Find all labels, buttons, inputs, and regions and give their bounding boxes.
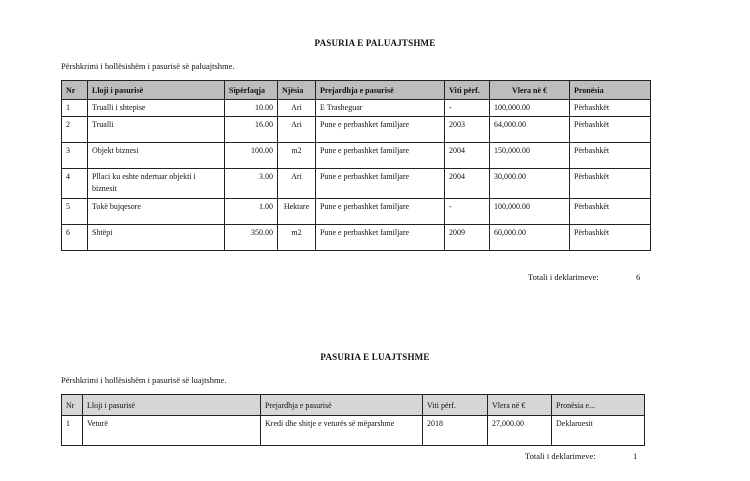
cell-unit: Ari: [278, 169, 316, 199]
cell-year: -: [445, 100, 490, 117]
cell-ownership: Përbashkët: [570, 117, 651, 143]
cell-area: 1.00: [225, 199, 278, 225]
cell-origin: Pune e perbashket familjare: [316, 117, 445, 143]
cell-type: Trualli: [88, 117, 225, 143]
table-row: [62, 416, 645, 446]
col-header-ownership: Pronësia: [570, 81, 651, 100]
cell-type: Pllaci ku eshte ndertuar objekti i biznesit: [88, 169, 225, 199]
col-header-ownership: Pronësia e...: [552, 395, 645, 416]
total-value: 1: [633, 451, 638, 461]
cell-year: -: [445, 199, 490, 225]
table-row: [62, 100, 651, 117]
table-footer-rule: [62, 251, 651, 255]
col-header-type: Lloji i pasurisë: [83, 395, 261, 416]
col-header-value: Vlera në €: [490, 81, 570, 100]
col-header-year: Viti përf.: [445, 81, 490, 100]
cell-type: Trualli i shtepise: [88, 100, 225, 117]
cell-value: 64,000.00: [490, 117, 570, 143]
cell-nr: 1: [62, 416, 83, 446]
cell-nr: 1: [62, 100, 88, 117]
cell-area: 100.00: [225, 143, 278, 169]
cell-value: 100,000.00: [490, 100, 570, 117]
col-header-area: Sipërfaqja: [225, 81, 278, 100]
cell-ownership: Përbashkët: [570, 225, 651, 251]
cell-nr: 6: [62, 225, 88, 251]
total-value: 6: [636, 272, 641, 282]
immovable-header-row: [62, 81, 651, 100]
cell-type: Veturë: [83, 416, 261, 446]
cell-value: 100,000.00: [490, 199, 570, 225]
cell-ownership: Përbashkët: [570, 199, 651, 225]
cell-ownership: Përbashkët: [570, 143, 651, 169]
movable-table: [61, 394, 645, 449]
movable-total: [525, 451, 638, 461]
cell-value: 27,000.00: [488, 416, 552, 446]
cell-origin: Pune e perbashket familjare: [316, 199, 445, 225]
table-footer-rule: [62, 446, 645, 450]
cell-area: 16.00: [225, 117, 278, 143]
cell-origin: E Trasheguar: [316, 100, 445, 117]
col-header-unit: Njësia: [278, 81, 316, 100]
col-header-type: Lloji i pasurisë: [88, 81, 225, 100]
col-header-nr: Nr: [62, 81, 88, 100]
cell-type: Shtëpi: [88, 225, 225, 251]
cell-type: Tokë bujqesore: [88, 199, 225, 225]
table-row: [62, 143, 651, 169]
table-row: [62, 169, 651, 199]
immovable-description: Përshkrimi i hollësishëm i pasurisë së paluajtshme.: [61, 61, 235, 71]
cell-value: 60,000.00: [490, 225, 570, 251]
movable-heading: PASURIA E LUAJTSHME: [320, 352, 430, 362]
cell-origin: Kredi dhe shitje e veturës së mëparshme: [261, 416, 423, 446]
col-header-origin: Prejardhja e pasurisë: [316, 81, 445, 100]
immovable-total: [528, 272, 641, 282]
cell-value: 150,000.00: [490, 143, 570, 169]
immovable-table: [61, 80, 651, 254]
cell-year: 2009: [445, 225, 490, 251]
cell-ownership: Deklaruesit: [552, 416, 645, 446]
cell-ownership: Përbashkët: [570, 169, 651, 199]
cell-origin: Pune e perbashket familjare: [316, 143, 445, 169]
cell-ownership: Përbashkët: [570, 100, 651, 117]
table-row: [62, 117, 651, 143]
cell-unit: Ari: [278, 117, 316, 143]
cell-year: 2003: [445, 117, 490, 143]
total-label: Totali i deklarimeve:: [525, 451, 596, 461]
table-row: [62, 199, 651, 225]
total-label: Totali i deklarimeve:: [528, 272, 599, 282]
cell-area: 350.00: [225, 225, 278, 251]
cell-type: Objekt biznesi: [88, 143, 225, 169]
col-header-value: Vlera në €: [488, 395, 552, 416]
col-header-nr: Nr: [62, 395, 83, 416]
cell-nr: 3: [62, 143, 88, 169]
cell-origin: Pune e perbashket familjare: [316, 225, 445, 251]
cell-area: 10.00: [225, 100, 278, 117]
cell-nr: 2: [62, 117, 88, 143]
cell-nr: 4: [62, 169, 88, 199]
cell-year: 2018: [423, 416, 488, 446]
cell-unit: Hektare: [278, 199, 316, 225]
cell-nr: 5: [62, 199, 88, 225]
movable-description: Përshkrimi i hollësishëm i pasurisë së luajtshme.: [61, 375, 227, 385]
immovable-heading: PASURIA E PALUAJTSHME: [314, 38, 436, 48]
cell-unit: m2: [278, 225, 316, 251]
col-header-year: Viti përf.: [423, 395, 488, 416]
cell-unit: Ari: [278, 100, 316, 117]
cell-unit: m2: [278, 143, 316, 169]
cell-origin: Pune e perbashket familjare: [316, 169, 445, 199]
cell-value: 30,000.00: [490, 169, 570, 199]
cell-year: 2004: [445, 143, 490, 169]
cell-year: 2004: [445, 169, 490, 199]
table-row: [62, 225, 651, 251]
movable-header-row: [62, 395, 645, 416]
col-header-origin: Prejardhja e pasurisë: [261, 395, 423, 416]
cell-area: 3.00: [225, 169, 278, 199]
